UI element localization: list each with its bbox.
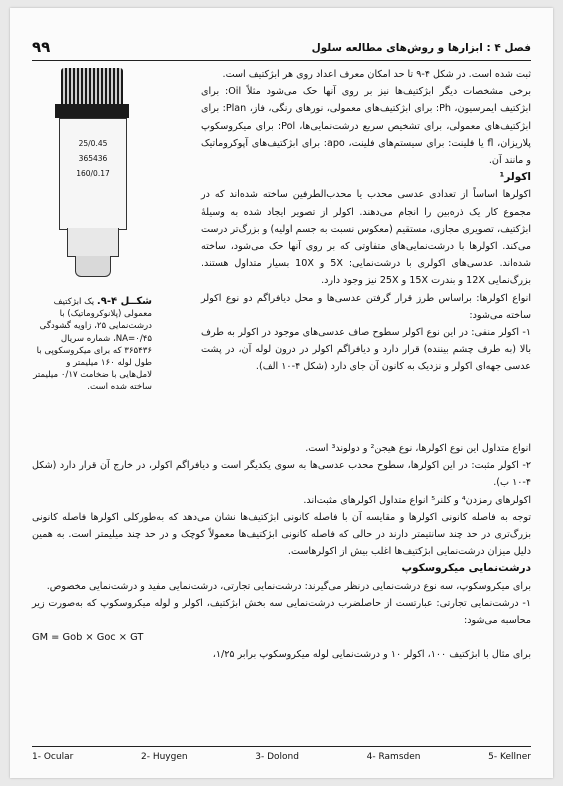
book-page — [10, 8, 553, 778]
paragraph-9: توجه به فاصله کانونی اکولرها و مقایسه آن با فاصله کانونی ابژکتیف‌ها نشان می‌دهد که به‌طورکلی اکولرها فاصله کانونی بزرگ‌تری در حد چند سانتیمتر دارند در حالی که فاصله کانونی ابژکتیف‌ها معمولاً کوچک و در حد چند میلیمتر است. به همین دلیل میزان درشت‌نمایی ابژکتیف‌ها اغلب بیش از اکولرهاست. — [32, 511, 531, 558]
footnotes — [32, 746, 531, 762]
narrow-text-column — [201, 66, 531, 376]
footnote-4: 4- Ramsden — [366, 752, 421, 762]
ocular-heading: اکولر¹ — [499, 171, 531, 184]
chapter-title: فصل ۴ : ابزارها و روش‌های مطالعه سلول — [311, 42, 531, 54]
lens-label-serial: 365436 — [78, 154, 108, 163]
magnification-heading: درشت‌نمایی میکروسکوپ — [401, 562, 531, 575]
figure-caption-title: شکــل ۴-۹. — [96, 296, 152, 307]
paragraph-11: ۱- درشت‌نمایی تجارتی: عبارتست از حاصلضرب درشت‌نمایی سه بخش ابژکتیف، اکولر و لوله میکروسکوپ که به‌صورت زیر محاسبه می‌شود: — [32, 597, 531, 627]
paragraph-6: انواع متداول این نوع اکولرها، نوع هیجن² و دولوند³ است. — [305, 443, 531, 454]
paragraph-1: ثبت شده است. در شکل ۴-۹ تا حد امکان معرف اعداد روی هر ابژکتیف است. — [222, 69, 531, 80]
paragraph-10: برای میکروسکوپ، سه نوع درشت‌نمایی درنظر می‌گیرند: درشت‌نمایی تجارتی، درشت‌نمایی مفید و درشت‌نمایی مخصوص. — [46, 580, 531, 592]
paragraph-7: ۲- اکولر مثبت: در این اکولرها، سطوح محدب عدسی‌ها به سوی یکدیگر است و دیافراگم اکولر، در خارج آن قرار دارد (شکل ۴-۱۰ ب). — [32, 460, 531, 489]
paragraph-2: برخی مشخصات دیگر ابژکتیف‌ها نیز بر روی آنها حک می‌شود مثلاً Oil: برای ابژکتیف ایمرسیون، Ph: برای ابژکتیف‌های معمولی، نورهای رنگی، فاز، Plan: برای ابژکتیف‌های معمولی، برای تشخیص سریع درشت‌نمایی‌ها، Pol: برای میکروسکوپ پلاریزان، fl یا فلینت: برای سیستم‌های فلینت، apo: برای ابژکتیف‌های آپوکروماتیک و مانند آن. — [201, 86, 531, 167]
paragraph-12: برای مثال با ابژکتیف ۱۰۰، اکولر ۱۰ و درشت‌نمایی لوله میکروسکوپ برابر ۱/۲۵، — [212, 649, 531, 661]
narrow-section — [32, 66, 531, 440]
figure-caption-text: یک ابژکتیف معمولی (پلانوکروماتیک) با درشت‌نمایی ۲۵، زاویه گشودگی NA=۰/۴۵، شماره سریال ۳۶۵۴۳۶ که برای میکروسکوپی با طول لوله ۱۶۰ میلیمتر و لامل‌هایی با ضخامت ۰/۱۷ میلیمتر ساخته شده است. — [33, 297, 152, 393]
footnote-5: 5- Kellner — [488, 752, 531, 762]
lens-label-tube: 160/0.17 — [76, 169, 110, 178]
lens-label-magnification: 25/0.45 — [78, 139, 108, 148]
paragraph-5: ۱- اکولر منفی: در این نوع اکولر سطوح صاف عدسی‌های موجود در اکولر به طرف بالا (به طرف چشم بیننده) قرار دارد و دیافراگم اکولر در درون لوله آن، در پشت عدسی جهه‌ای اکولر و نزدیک به کانون آن جای دارد (شکل ۴-۱۰ الف). — [201, 327, 531, 373]
paragraph-3: اکولرها اساساً از تعدادی عدسی محدب یا محدب‌الطرفین ساخته شده‌اند که در مجموع کار یک ذره‌بین را انجام می‌دهند. اکولر از تصویر ایجاد شده به وسیلهٔ ابژکتیف، تصویری مجازی، مستقیم (معکوس نسبت به جسم اولیه) و بزرگ‌تر درست می‌کند. اکولرها با درشت‌نمایی‌های متفاوتی که بر روی آنها حک می‌شود، ساخته شده‌اند. عدسی‌های اکولری با درشت‌نمایی: 5X و 10X بسیار متداول هستند. بزرگ‌نمایی 12X و بندرت 15X و 25X نیز وجود دارد. — [201, 189, 531, 287]
magnification-formula: GM = Gob × Goc × GT — [32, 632, 144, 644]
page-header — [32, 38, 531, 61]
paragraph-4: انواع اکولرها: براساس طرز قرار گرفتن عدسی‌ها و محل دیافراگم دو نوع اکولر ساخته می‌شود: — [201, 292, 531, 321]
footnote-2: 2- Huygen — [140, 752, 188, 762]
footnote-1: 1- Ocular — [32, 752, 74, 762]
page-body — [32, 66, 531, 664]
paragraph-8: اکولرهای رمزدن⁴ و کلنر⁵ انواع متداول اکولرهای مثبت‌اند. — [303, 494, 531, 506]
footnote-3: 3- Dolond — [255, 752, 299, 762]
page-number: ۹۹ — [32, 38, 51, 56]
